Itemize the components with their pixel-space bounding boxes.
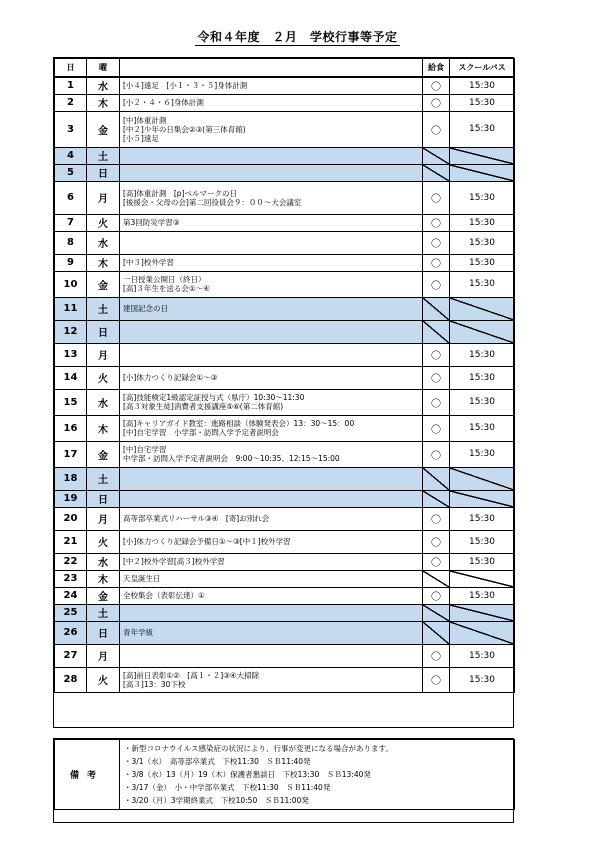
day-cell: 3 [55,111,87,147]
bus-cell: 15:30 [450,77,515,94]
header-weekday: 曜 [87,59,120,78]
event-line: [後援会・父母の会]第二回役員会９：００～大会議室 [123,197,302,207]
lunch-cell: 〇 [423,77,450,94]
table-row [55,164,515,181]
bus-cell: 15:30 [450,94,515,111]
lunch-cell: 〇 [423,343,450,366]
table-row [55,389,515,415]
table-row [55,94,515,111]
event-line: [小]体力つくり記録会予備日①～③[中１]校外学習 [123,537,291,546]
table-row [55,553,515,570]
table-row [55,621,515,644]
weekday-cell: 月 [87,343,120,366]
event-cell [120,490,423,507]
lunch-cell [423,490,450,507]
event-cell [120,507,423,530]
day-cell: 25 [55,604,87,621]
lunch-cell: 〇 [423,111,450,147]
lunch-cell [423,467,450,490]
table-row [55,297,515,320]
event-line: 全校集会（表彰伝達）① [123,591,205,600]
event-cell [120,467,423,490]
bus-cell [450,604,515,621]
weekday-cell: 木 [87,94,120,111]
weekday-cell: 月 [87,507,120,530]
table-row [55,111,515,147]
weekday-cell: 火 [87,667,120,692]
event-line: [中]自宅学習 [123,445,167,454]
event-line: [高]技能検定1級認定証授与式（県庁）10:30～11:30 [123,393,305,402]
lunch-cell [423,570,450,587]
event-line: 天皇誕生日 [123,574,161,583]
bus-cell [450,490,515,507]
bus-cell: 15:30 [450,441,515,467]
header-lunch: 給食 [423,59,450,78]
day-cell: 21 [55,530,87,553]
weekday-cell: 水 [87,553,120,570]
event-cell [120,77,423,94]
lunch-cell [423,621,450,644]
event-cell [120,667,423,692]
event-line: 高等部卒業式リハーサル③④ [寄]お別れ会 [123,514,270,523]
event-line: [中２]少年の日集会②③(第三体育館) [123,124,246,134]
day-cell: 26 [55,621,87,644]
lunch-cell [423,604,450,621]
bus-cell [450,467,515,490]
table-row [55,366,515,389]
day-cell: 18 [55,467,87,490]
weekday-cell: 金 [87,111,120,147]
event-cell [120,343,423,366]
table-row [55,214,515,231]
table-row [55,644,515,667]
day-cell: 10 [55,271,87,297]
event-line: [中]自宅学習 小学部・訪問入学予定者説明会 [123,428,279,437]
lunch-cell: 〇 [423,94,450,111]
event-cell [120,94,423,111]
weekday-cell: 木 [87,254,120,271]
event-line: [高]キャリアガイド教室：進路相談（体験発表会）13：30～15：00 [123,419,355,428]
table-row [55,467,515,490]
day-cell: 11 [55,297,87,320]
table-row [55,320,515,343]
event-line: [中３]校外学習 [123,258,174,267]
event-line: [高]体重計測 [p]ベルマークの日 [123,188,237,198]
weekday-cell: 火 [87,530,120,553]
event-line: 青年学級 [123,628,153,637]
day-cell: 28 [55,667,87,692]
table-row [55,667,515,692]
day-cell: 16 [55,415,87,441]
day-cell: 24 [55,587,87,604]
event-line: [小４]遠足 [小１・３・５]身体計測 [123,81,248,91]
bus-cell: 15:30 [450,553,515,570]
event-cell [120,530,423,553]
weekday-cell: 木 [87,570,120,587]
weekday-cell: 日 [87,490,120,507]
weekday-cell: 木 [87,415,120,441]
bus-cell: 15:30 [450,415,515,441]
day-cell: 13 [55,343,87,366]
lunch-cell: 〇 [423,441,450,467]
day-cell: 8 [55,231,87,254]
event-cell [120,181,423,214]
weekday-cell: 土 [87,604,120,621]
event-line: 建国記念の日 [123,304,168,313]
bus-cell: 15:30 [450,111,515,147]
event-cell [120,366,423,389]
lunch-cell: 〇 [423,231,450,254]
event-cell [120,147,423,164]
lunch-cell [423,164,450,181]
bus-cell: 15:30 [450,343,515,366]
day-cell: 15 [55,389,87,415]
bus-cell: 15:30 [450,366,515,389]
lunch-cell: 〇 [423,254,450,271]
table-row [55,254,515,271]
event-cell [120,587,423,604]
lunch-cell: 〇 [423,271,450,297]
lunch-cell [423,320,450,343]
event-line: 第3回防災学習③ [123,218,180,227]
note-line: ・3/1（水） 高等部卒業式 下校11:30 ＳＢ11:40発 [124,757,311,766]
header-day: 日 [55,59,87,78]
schedule-table [54,58,515,693]
bus-cell [450,147,515,164]
day-cell: 22 [55,553,87,570]
event-line: [高３対象生徒]消費者支援講座⑤⑥(第二体育館) [123,402,284,411]
weekday-cell: 日 [87,164,120,181]
day-cell: 23 [55,570,87,587]
event-line: [小２・４・６]身体計測 [123,98,204,107]
lunch-cell: 〇 [423,389,450,415]
header-bus: スクールバス [450,59,515,78]
weekday-cell: 水 [87,77,120,94]
table-row [55,530,515,553]
lunch-cell [423,297,450,320]
table-row [55,77,515,94]
day-cell: 19 [55,490,87,507]
lunch-cell: 〇 [423,530,450,553]
lunch-cell: 〇 [423,587,450,604]
day-cell: 20 [55,507,87,530]
event-cell [120,214,423,231]
day-cell: 6 [55,181,87,214]
table-row [55,271,515,297]
bus-cell: 15:30 [450,507,515,530]
bus-cell: 15:30 [450,254,515,271]
header-row [55,59,515,78]
table-row [55,343,515,366]
weekday-cell: 月 [87,644,120,667]
event-cell [120,621,423,644]
event-line: [中２]校外学習[高３]校外学習 [123,557,225,566]
bus-cell: 15:30 [450,231,515,254]
day-cell: 5 [55,164,87,181]
bus-cell: 15:30 [450,530,515,553]
weekday-cell: 日 [87,320,120,343]
event-line: [高３]13：30下校 [123,679,186,689]
event-cell [120,271,423,297]
lunch-cell: 〇 [423,553,450,570]
event-cell [120,553,423,570]
table-row [55,604,515,621]
event-cell [120,231,423,254]
weekday-cell: 水 [87,389,120,415]
weekday-cell: 土 [87,147,120,164]
bus-cell: 15:30 [450,214,515,231]
event-line: [高]前日表彰①② [高１・２]③④大掃除 [123,670,260,680]
event-cell [120,441,423,467]
weekday-cell: 火 [87,214,120,231]
lunch-cell: 〇 [423,644,450,667]
weekday-cell: 水 [87,231,120,254]
weekday-cell: 月 [87,181,120,214]
bus-cell [450,164,515,181]
lunch-cell [423,147,450,164]
event-cell [120,164,423,181]
weekday-cell: 金 [87,271,120,297]
event-cell [120,644,423,667]
event-line: [高]３年生を送る会①～④ [123,284,210,293]
table-row [55,147,515,164]
event-line: 中学部・訪問入学予定者説明会 9:00～10:35、12:15～15:00 [123,454,340,463]
table-row [55,490,515,507]
event-cell [120,604,423,621]
table-row [55,441,515,467]
event-cell [120,389,423,415]
day-cell: 27 [55,644,87,667]
lunch-cell: 〇 [423,415,450,441]
notes-body [120,740,515,810]
bus-cell: 15:30 [450,181,515,214]
day-cell: 14 [55,366,87,389]
page-title: 令和４年度 ２月 学校行事等予定 [197,30,398,44]
weekday-cell: 火 [87,366,120,389]
day-cell: 4 [55,147,87,164]
day-cell: 7 [55,214,87,231]
table-row [55,570,515,587]
event-cell [120,320,423,343]
event-line: [中]体重計測 [123,115,167,125]
table-row [55,507,515,530]
bus-cell [450,297,515,320]
bus-cell [450,570,515,587]
table-row [55,587,515,604]
note-line: ・3/8（水）13（月）19（木）保護者懇談日 下校13:30 ＳＢ13:40発 [124,770,371,779]
weekday-cell: 金 [87,587,120,604]
event-cell [120,570,423,587]
event-line: [小]体力つくり記録会①～③ [123,373,218,382]
weekday-cell: 日 [87,621,120,644]
table-row [55,415,515,441]
bus-cell: 15:30 [450,667,515,692]
bus-cell: 15:30 [450,644,515,667]
weekday-cell: 土 [87,467,120,490]
event-cell [120,415,423,441]
day-cell: 1 [55,77,87,94]
event-line: [小５]遠足 [123,133,159,143]
lunch-cell: 〇 [423,214,450,231]
weekday-cell: 金 [87,441,120,467]
note-line: ・新型コロナウイルス感染症の状況により、行事が変更になる場合があります。 [124,744,393,753]
table-row [55,181,515,214]
bus-cell: 15:30 [450,587,515,604]
lunch-cell: 〇 [423,181,450,214]
notes-heading: 備考 [55,740,120,810]
day-cell: 2 [55,94,87,111]
header-event [120,59,423,78]
event-line: 一日授業公開日（終日） [123,275,206,284]
event-cell [120,297,423,320]
bus-cell [450,320,515,343]
bus-cell: 15:30 [450,271,515,297]
day-cell: 9 [55,254,87,271]
note-line: ・3/17（金） 小・中学部卒業式 下校11:30 ＳＢ11:40発 [124,783,331,792]
note-line: ・3/20（月）3学期終業式 下校10:50 ＳＢ11:00発 [124,796,309,805]
lunch-cell: 〇 [423,667,450,692]
lunch-cell: 〇 [423,366,450,389]
notes-table [54,739,515,810]
bus-cell: 15:30 [450,389,515,415]
bus-cell [450,621,515,644]
lunch-cell: 〇 [423,507,450,530]
day-cell: 12 [55,320,87,343]
event-cell [120,254,423,271]
table-row [55,231,515,254]
event-cell [120,111,423,147]
day-cell: 17 [55,441,87,467]
weekday-cell: 土 [87,297,120,320]
